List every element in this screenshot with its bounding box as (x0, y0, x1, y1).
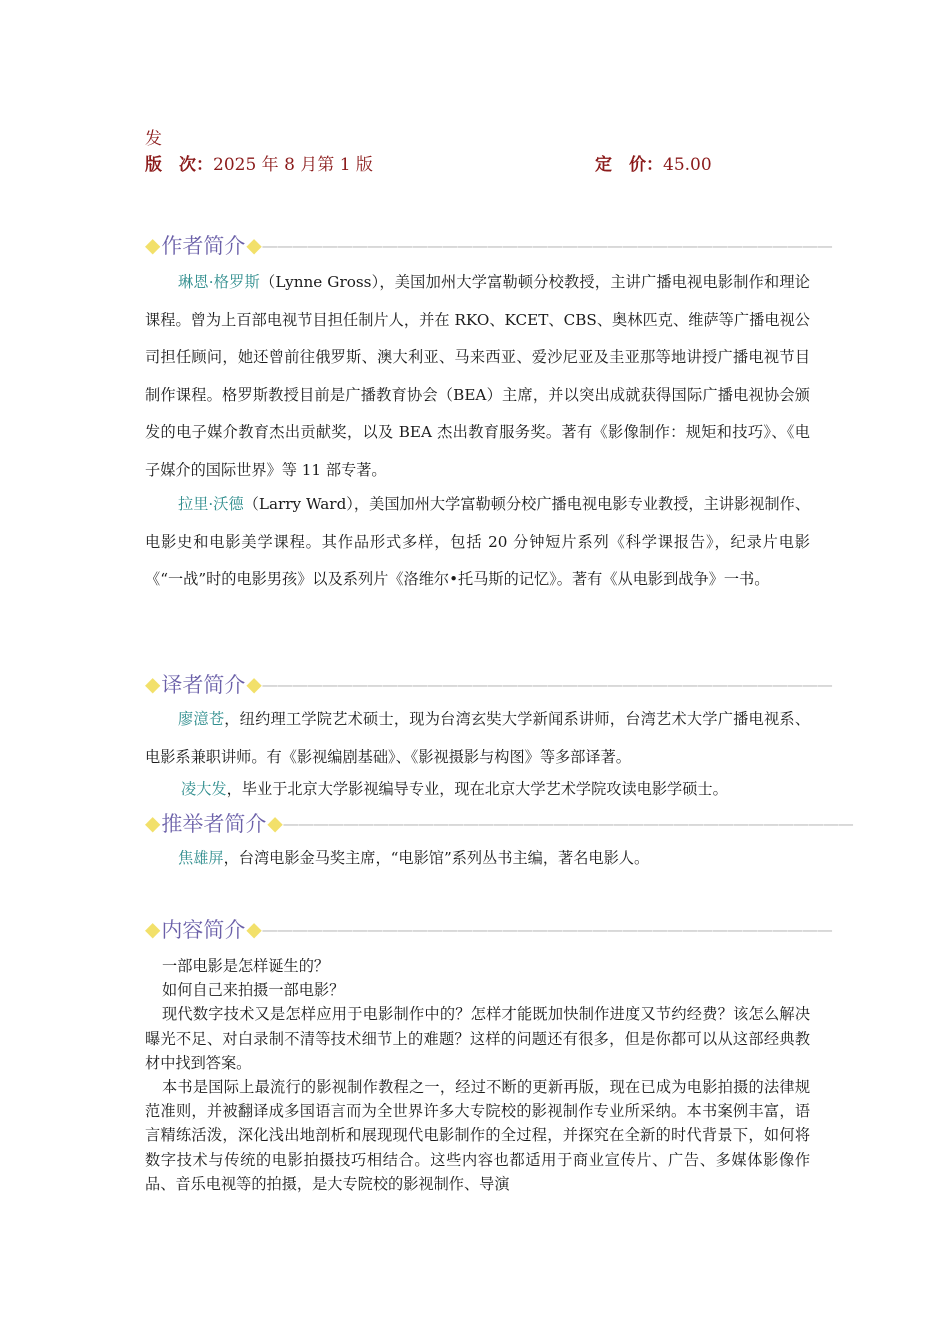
section-rule: —————————————————————————————————————— (261, 674, 832, 694)
recommender-section-title: 推举者简介 (161, 812, 267, 836)
recommender-bio (145, 840, 810, 878)
translator-bio-text: ，纽约理工学院艺术硕士，现为台湾玄奘大学新闻系讲师，台湾艺术大学广播电视系、电影系兼职讲师。有《影视编剧基础》、《影视摄影与构图》等多部译著。 (145, 710, 811, 766)
diamond-icon: ◆ (145, 811, 161, 835)
publisher-fragment: 发 (145, 129, 162, 149)
author-name: 琳恩·格罗斯 (178, 273, 260, 291)
section-rule: —————————————————————————————————————— (282, 813, 853, 833)
translator-name: 廖澺苍 (178, 710, 225, 728)
recommender-name: 焦雄屏 (178, 849, 224, 867)
translator-name: 凌大发 (181, 780, 227, 798)
content-summary (145, 954, 810, 1196)
diamond-icon: ◆ (267, 811, 283, 835)
price-info (595, 150, 712, 175)
content-paragraph: 如何自己来拍摄一部电影？ (162, 981, 345, 1000)
author-bio-1 (145, 264, 810, 489)
edition-info (145, 150, 373, 175)
content-section-header (145, 914, 832, 944)
author-name: 拉里·沃德 (178, 495, 244, 513)
price-label: 定 价： (595, 155, 663, 175)
edition-label: 版 次： (145, 155, 213, 175)
diamond-icon: ◆ (145, 917, 161, 941)
author-bio-text: （Larry Ward），美国加州大学富勒顿分校广播电视电影专业教授，主讲影视制作、电影史和电影美学课程。其作品形式多样，包括 20 分钟短片系列《科学课报告》，纪录片电影《“一战”时的电影男孩》以及系列片《洛维尔•托马斯的记忆》。著有《从电影到战争》一书。 (145, 495, 811, 588)
recommender-section-header (145, 808, 853, 838)
diamond-icon: ◆ (145, 672, 161, 696)
translator-bio-1 (145, 701, 810, 776)
translator-bio-text: ，毕业于北京大学影视编导专业，现在北京大学艺术学院攻读电影学硕士。 (226, 780, 728, 798)
diamond-icon: ◆ (145, 233, 161, 257)
content-paragraph: 一部电影是怎样诞生的？ (162, 957, 330, 975)
section-rule: —————————————————————————————————————— (261, 919, 832, 939)
diamond-icon: ◆ (246, 233, 262, 257)
content-paragraph: 现代数字技术又是怎样应用于电影制作中的？怎样才能既加快制作进度又节约经费？该怎么解决曝光不足、对白录制不清等技术细节上的难题？这样的问题还有很多，但是你都可以从这部经典教材中找到答案。 (145, 1005, 810, 1072)
content-section-title: 内容简介 (161, 918, 246, 942)
author-bio-text: （Lynne Gross），美国加州大学富勒顿分校教授，主讲广播电视电影制作和理论课程。曾为上百部电视节目担任制片人，并在 RKO、KCET、CBS、奥林匹克、维萨等广播电视公司担任顾问，她还曾前往俄罗斯、澳大利亚、马来西亚、爱沙尼亚及圭亚那等地讲授广播电视节目制作课程。格罗斯教授目前是广播教育协会（BEA）主席，并以突出成就获得国际广播电视协会颁发的电子媒介教育杰出贡献奖，以及 BEA 杰出教育服务奖。著有《影像制作：规矩和技巧》、《电子媒介的国际世界》等 11 部专著。 (145, 273, 810, 479)
content-paragraph: 本书是国际上最流行的影视制作教程之一，经过不断的更新再版，现在已成为电影拍摄的法律规范准则，并被翻译成多国语言而为全世界许多大专院校的影视制作专业所采纳。本书案例丰富，语言精练活泼，深化浅出地剖析和展现现代电影制作的全过程，并探究在全新的时代背景下，如何将数字技术与传统的电影拍摄技巧相结合。这些内容也都适用于商业宣传片、广告、多媒体影像作品、音乐电视等的拍摄，是大专院校的影视制作、导演 (145, 1078, 810, 1193)
diamond-icon: ◆ (246, 917, 262, 941)
section-rule: —————————————————————————————————————— (261, 235, 832, 255)
recommender-bio-text: ，台湾电影金马奖主席，“电影馆”系列丛书主编，著名电影人。 (223, 849, 650, 867)
translator-section-header (145, 669, 832, 699)
author-section-title: 作者简介 (161, 234, 246, 258)
publication-info-row (145, 150, 815, 176)
author-section-header (145, 230, 832, 260)
translator-section-title: 译者简介 (161, 673, 246, 697)
author-bio-2 (145, 486, 810, 599)
edition-value: 2025 年 8 月第 1 版 (213, 155, 373, 175)
translator-bio-2 (145, 771, 810, 809)
diamond-icon: ◆ (246, 672, 262, 696)
price-value: 45.00 (663, 155, 712, 175)
